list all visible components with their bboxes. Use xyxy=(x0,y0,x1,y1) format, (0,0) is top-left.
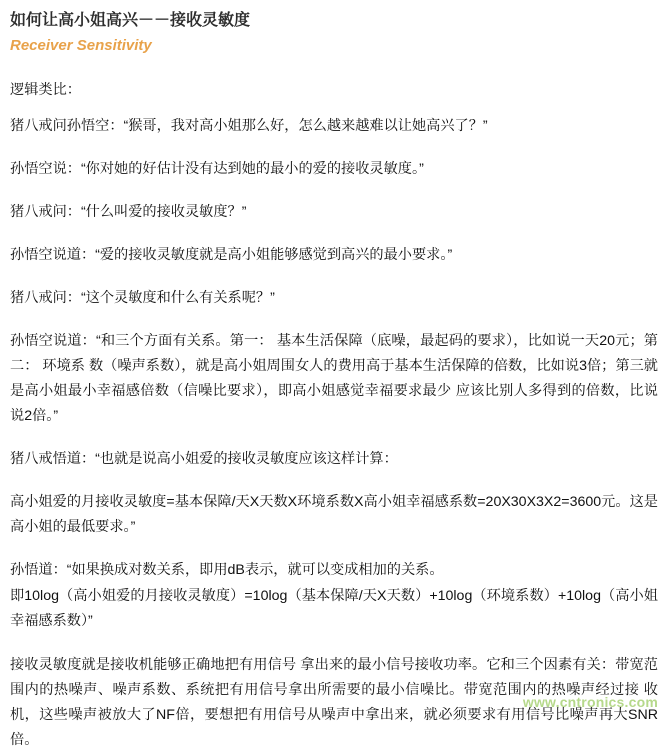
dialog-line: 猪八戒问：“这个灵敏度和什么有关系呢？” xyxy=(10,290,275,306)
spacer xyxy=(10,635,658,653)
dialog-line: 孙悟空说：“你对她的好估计没有达到她的最小的爱的接收灵敏度。” xyxy=(10,161,424,177)
section-label: 逻辑类比： xyxy=(10,82,81,98)
dialog-line: 孙悟空说道：“爱的接收灵敏度就是高小姐能够感觉到高兴的最小要求。” xyxy=(10,247,453,263)
dialog-line: 孙悟道：“如果换成对数关系，即用dB表示，就可以变成相加的关系。 xyxy=(10,562,444,578)
watermark-text: www.cntronics.com xyxy=(522,694,658,710)
document-body xyxy=(10,78,658,753)
spacer xyxy=(10,104,658,114)
page-title-chinese: 如何让高小姐高兴－－接收灵敏度 xyxy=(10,12,251,29)
dialog-line: 猪八戒问孙悟空：“猴哥，我对高小姐那么好，怎么越来越难以让她高兴了？” xyxy=(10,118,488,134)
dialog-line: 猪八戒问：“什么叫爱的接收灵敏度？” xyxy=(10,204,247,220)
dialog-line: 猪八戒悟道：“也就是说高小姐爱的接收灵敏度应该这样计算： xyxy=(10,451,398,467)
summary-paragraph: 接收灵敏度就是接收机能够正确地把有用信号 拿出来的最小信号接收功率。它和三个因素有关：带宽范围内的热噪声、噪声系数、系统把有用信号拿出所需要的最小信噪比。带宽范围内的热噪声经过接 收机，这些噪声被放大了NF倍，要想把有用信号从噪声中拿出来，就必须要求有用信号比噪声再大SNR倍。 xyxy=(10,657,658,748)
page-title-english: Receiver Sensitivity xyxy=(10,37,152,54)
dialog-line: 孙悟空说道：“和三个方面有关系。第一： 基本生活保障（底噪，最起码的要求），比如说一天20元；第二： 环境系 数（噪声系数），就是高小姐周围女人的费用高于基本生活保障的倍数，比如说3倍；第三就是高小姐最小幸福感倍数（信噪比要求），即高小姐感觉幸福要求最少 应该比别人多得到的倍数，比说说2倍。” xyxy=(10,333,658,424)
formula-line: 即10log（高小姐爱的月接收灵敏度）=10log（基本保障/天X天数）+10log（环境系数）+10log（高小姐幸福感系数）” xyxy=(10,588,658,629)
formula-line: 高小姐爱的月接收灵敏度=基本保障/天X天数X环境系数X高小姐幸福感系数=20X30X3X2=3600元。这是高小姐的最低要求。” xyxy=(10,494,658,535)
